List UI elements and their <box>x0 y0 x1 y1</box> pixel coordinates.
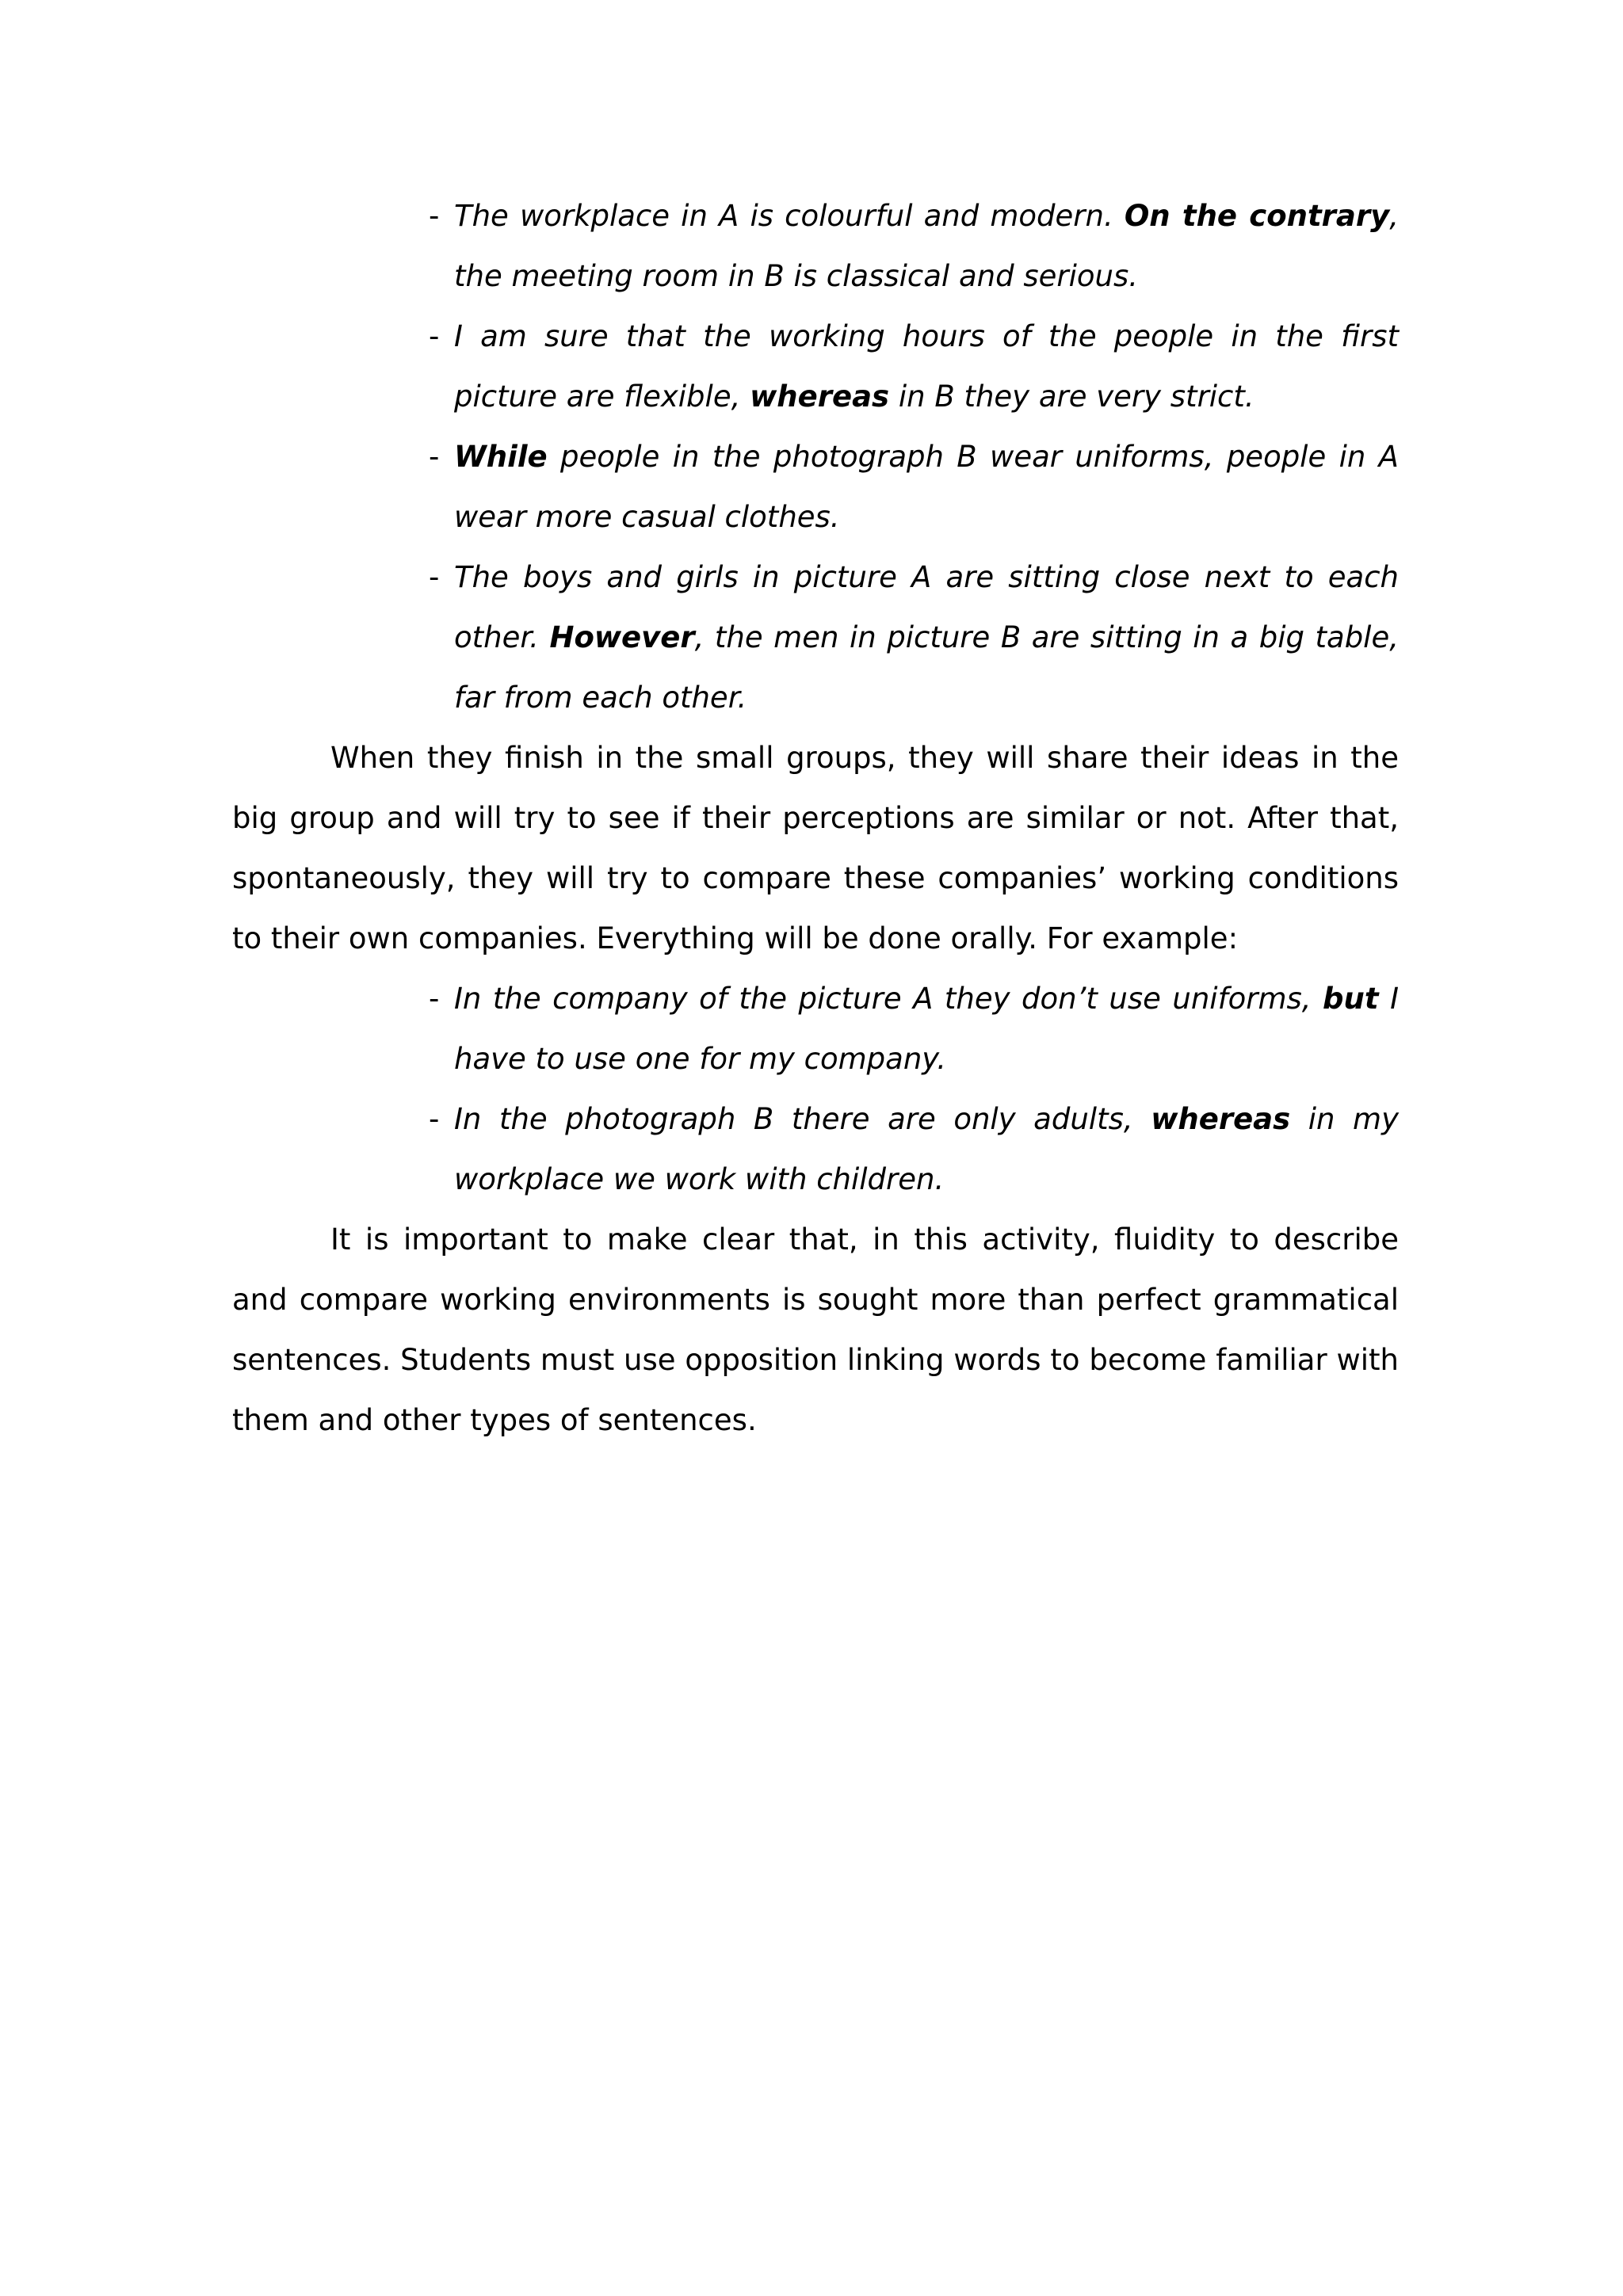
body-paragraph: It is important to make clear that, in this activity, fluidity to describe and compare working environments is sought more than perfect grammatical sentences. Students must use opposition linking words to become familiar with them and other types of sentences. <box>232 1222 1399 1437</box>
list-dash: - <box>429 1102 440 1136</box>
list-dash: - <box>429 560 440 594</box>
linking-word: On the contrary <box>1124 199 1390 233</box>
linking-word: but <box>1323 982 1379 1016</box>
examples-list-2 <box>232 969 1399 1210</box>
list-item: - While people in the photograph B wear uniforms, people in A wear more casual clothes. <box>429 427 1399 547</box>
list-item: - The boys and girls in picture A are sitting close next to each other. However, the men in picture B are sitting in a big table, far from each other. <box>429 547 1399 728</box>
list-item: - The workplace in A is colourful and modern. On the contrary, the meeting room in B is classical and serious. <box>429 186 1399 307</box>
list-dash: - <box>429 440 440 474</box>
linking-word: whereas <box>1151 1102 1291 1136</box>
list-item: - In the photograph B there are only adults, whereas in my workplace we work with children. <box>429 1089 1399 1210</box>
linking-word: whereas <box>750 379 890 414</box>
body-paragraph: When they finish in the small groups, they will share their ideas in the big group and will try to see if their perceptions are similar or not. After that, spontaneously, they will try to compare these companies’ working conditions to their own companies. Everything will be done orally. For example: <box>232 741 1399 955</box>
examples-list-1 <box>232 186 1399 728</box>
linking-word: While <box>454 440 548 474</box>
list-dash: - <box>429 319 440 353</box>
page-content <box>232 186 1399 1451</box>
list-dash: - <box>429 982 440 1016</box>
list-dash: - <box>429 199 440 233</box>
linking-word: However <box>549 620 695 654</box>
list-item: - In the company of the picture A they don’t use uniforms, but I have to use one for my company. <box>429 969 1399 1089</box>
list-item: - I am sure that the working hours of the people in the first picture are flexible, whereas in B they are very strict. <box>429 307 1399 427</box>
